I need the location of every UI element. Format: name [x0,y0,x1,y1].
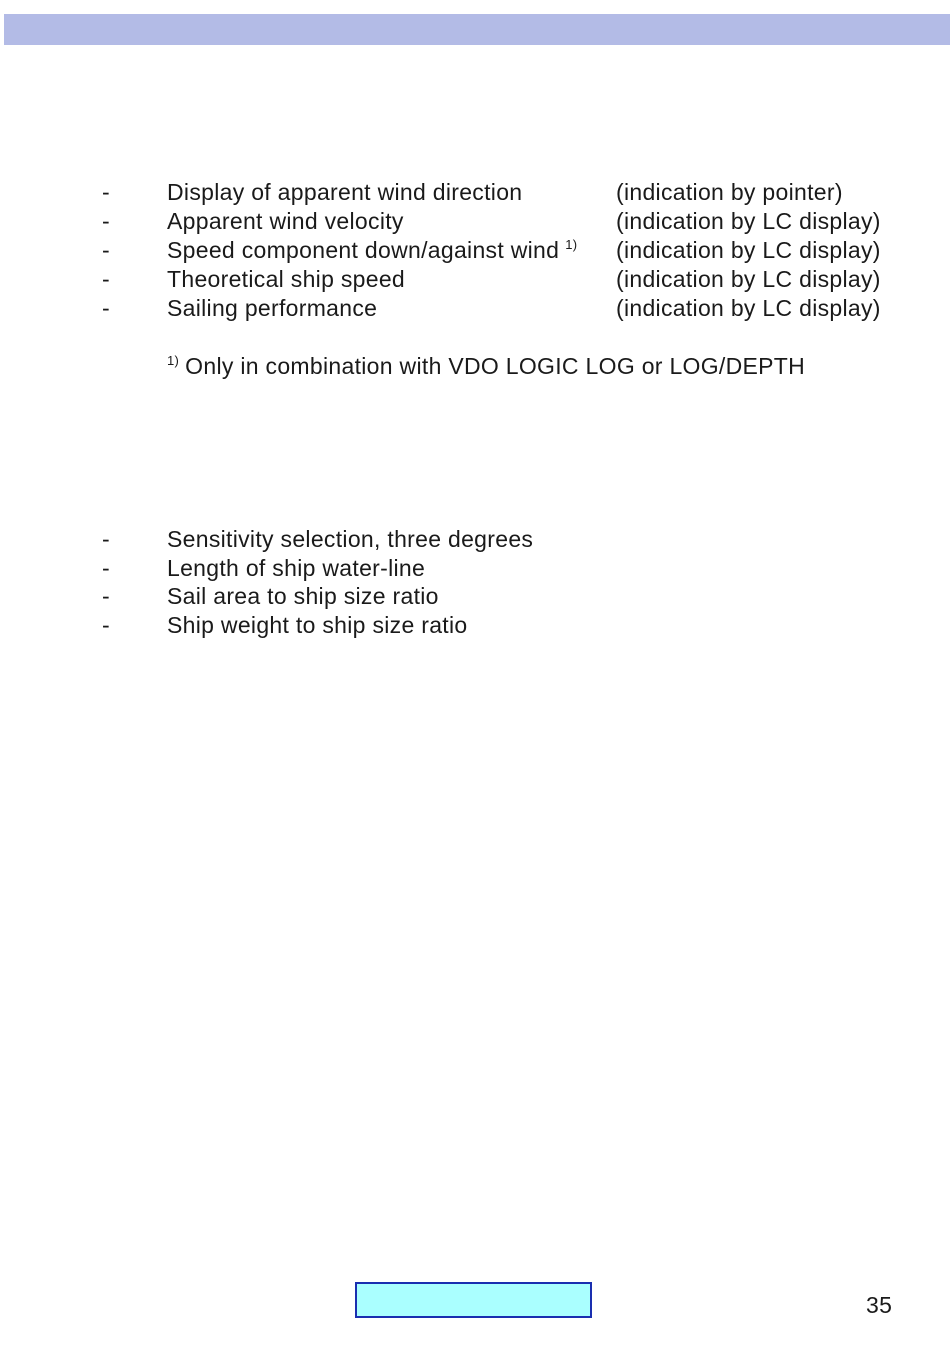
footnote-reference: 1) [565,237,578,252]
setting-label: Sensitivity selection, three degrees [167,526,534,552]
footnote-text: Only in combination with VDO LOGIC LOG or LOG/DEPTH [185,353,806,379]
list-dash: - [102,555,110,581]
feature-label-text: Speed component down/against wind [167,237,560,263]
feature-label: Display of apparent wind direction [167,179,523,205]
feature-indication: (indication by LC display) [616,295,881,321]
list-dash: - [102,208,110,234]
setting-label: Length of ship water-line [167,555,426,581]
footer-box [355,1282,592,1318]
list-dash: - [102,237,110,263]
list-dash: - [102,526,110,552]
feature-label: Theoretical ship speed [167,266,406,292]
feature-label [167,236,577,268]
setting-label: Ship weight to ship size ratio [167,612,468,638]
list-dash: - [102,266,110,292]
feature-indication: (indication by LC display) [616,237,881,263]
list-dash: - [102,179,110,205]
list-dash: - [102,583,110,609]
feature-indication: (indication by LC display) [616,266,881,292]
footnote-mark: 1) [167,353,180,368]
header-bar [4,14,950,45]
list-dash: - [102,295,110,321]
page-number: 35 [866,1292,893,1318]
feature-indication: (indication by LC display) [616,208,881,234]
list-dash: - [102,612,110,638]
feature-indication: (indication by pointer) [616,179,843,205]
feature-label: Apparent wind velocity [167,208,404,234]
footnote [167,352,805,381]
feature-label: Sailing performance [167,295,378,321]
setting-label: Sail area to ship size ratio [167,583,439,609]
